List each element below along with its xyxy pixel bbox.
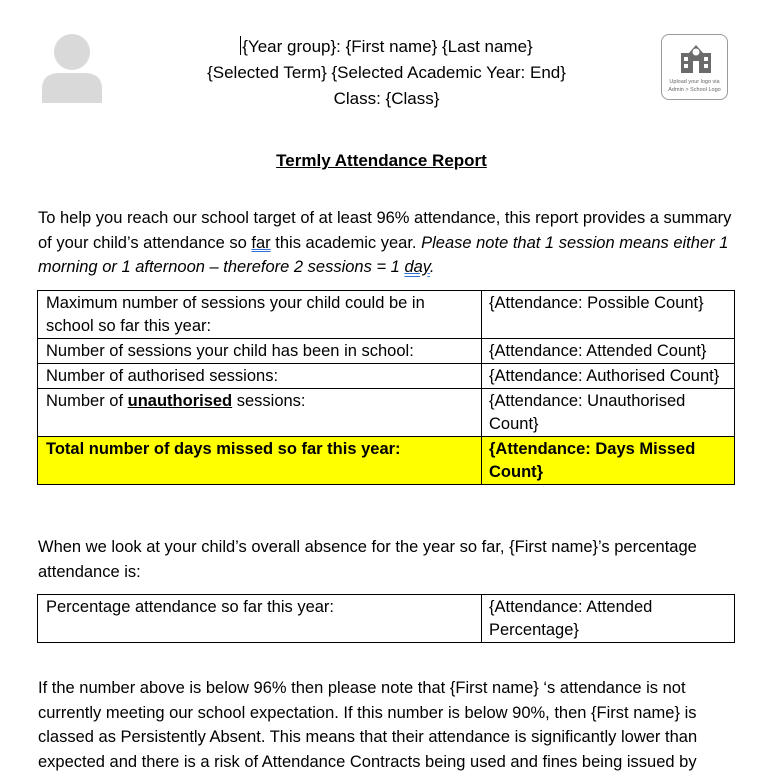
table-row	[38, 339, 735, 364]
authorised-sessions-label: Number of authorised sessions:	[38, 364, 482, 389]
percentage-value: {Attendance: Attended Percentage}	[482, 595, 735, 643]
person-placeholder-icon	[40, 33, 104, 103]
possible-sessions-value: {Attendance: Possible Count}	[482, 291, 735, 339]
table-row	[38, 595, 735, 643]
intro-paragraph: To help you reach our school target of at least 96% attendance, this report provides a summary of your child’s attendance so far this academic year. Please note that 1 session means either 1 morning or 1 afternoon – therefore 2 sessions = 1 day.	[38, 209, 732, 276]
header-year-name: {Year group}: {First name} {Last name}	[242, 37, 533, 56]
closing-paragraph: If the number above is below 96% then please note that {First name} ‘s attendance is not currently meeting our school expectation. If this number is below 90%, then {First name} is classed as Persistently Absent. This means that their attendance is significantly lower than expected and there is a risk of Attendance Contracts being used and fines being issued by	[38, 679, 698, 771]
spellcheck-word-far: far	[251, 233, 271, 252]
table-row	[38, 291, 735, 339]
days-missed-label: Total number of days missed so far this year:	[38, 437, 482, 485]
table-row	[38, 437, 735, 485]
possible-sessions-label: Maximum number of sessions your child could be in school so far this year:	[38, 291, 482, 339]
percentage-table	[37, 594, 735, 643]
overall-absence-paragraph: When we look at your child’s overall absence for the year so far, {First name}’s percentage attendance is:	[38, 538, 697, 581]
attended-sessions-value: {Attendance: Attended Count}	[482, 339, 735, 364]
attendance-table	[37, 290, 735, 485]
unauthorised-sessions-label: Number of unauthorised sessions:	[38, 389, 482, 437]
logo-upload-hint: Upload your logo via Admin > School Logo	[668, 79, 721, 93]
unauthorised-sessions-value: {Attendance: Unauthorised Count}	[482, 389, 735, 437]
school-logo-placeholder[interactable]	[661, 34, 728, 100]
days-missed-value: {Attendance: Days Missed Count}	[482, 437, 735, 485]
table-row	[38, 364, 735, 389]
percentage-label: Percentage attendance so far this year:	[38, 595, 482, 643]
attended-sessions-label: Number of sessions your child has been in school:	[38, 339, 482, 364]
authorised-sessions-value: {Attendance: Authorised Count}	[482, 364, 735, 389]
header-term-year: {Selected Term} {Selected Academic Year: End}	[207, 63, 566, 82]
spellcheck-word-day: day	[404, 258, 430, 276]
table-row	[38, 389, 735, 437]
school-building-icon	[681, 43, 711, 75]
report-title: Termly Attendance Report	[276, 151, 487, 170]
header-class: Class: {Class}	[333, 89, 440, 108]
